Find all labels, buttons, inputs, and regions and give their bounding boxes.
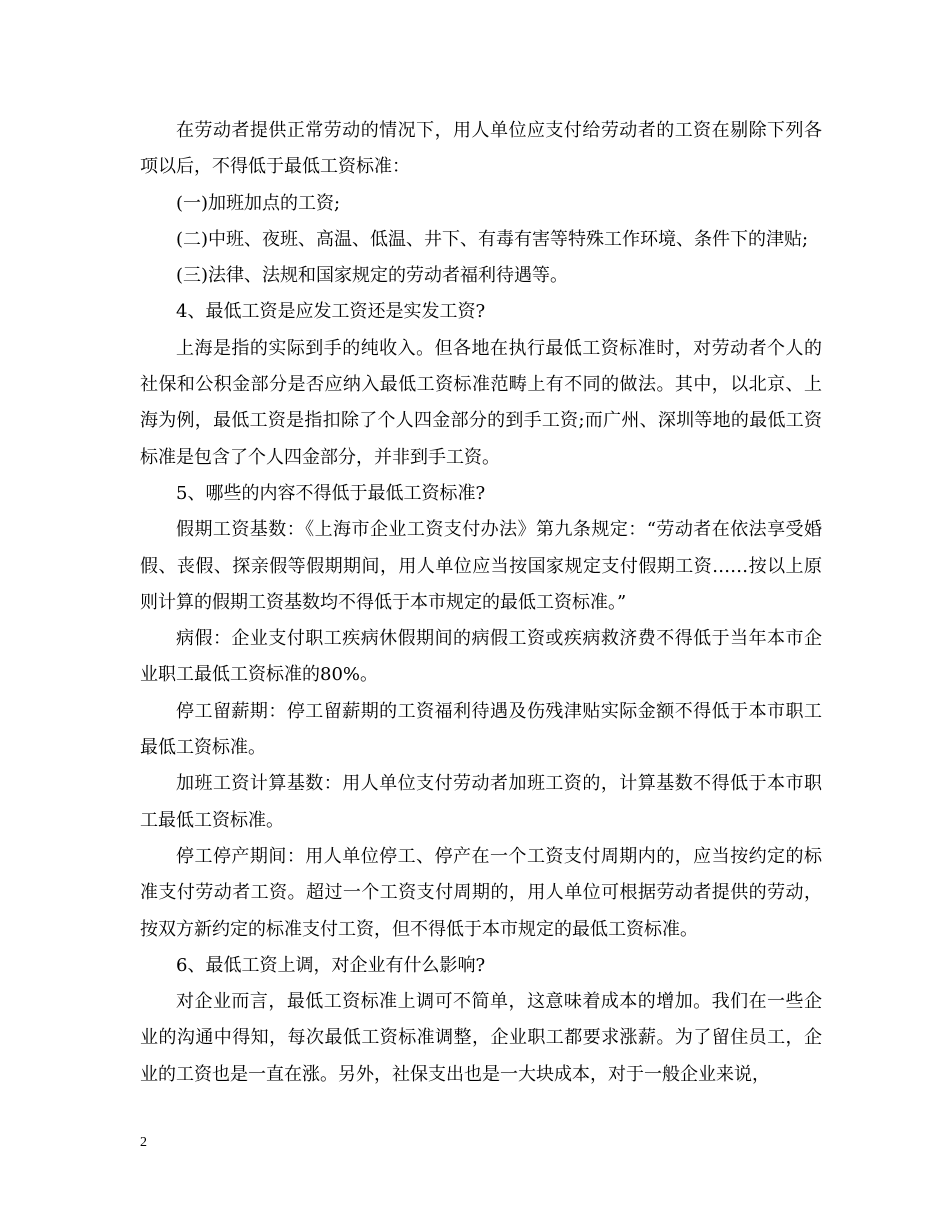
paragraph: 在劳动者提供正常劳动的情况下，用人单位应支付给劳动者的工资在剔除下列各项以后，不得低于最低工资标准： — [140, 120, 822, 178]
section-heading: 4、最低工资是应发工资还是实发工资? — [176, 301, 486, 323]
paragraph: 上海是指的实际到手的纯收入。但各地在执行最低工资标准时，对劳动者个人的社保和公积金部分是否应纳入最低工资标准范畴上有不同的做法。其中，以北京、上海为例，最低工资是指扣除了个人四金部分的到手工资;而广州、深圳等地的最低工资标准是包含了个人四金部分，并非到手工资。 — [140, 337, 822, 468]
section-heading: 5、哪些的内容不得低于最低工资标准? — [176, 482, 486, 504]
body-text — [140, 113, 822, 1093]
paragraph: 病假：企业支付职工疾病休假期间的病假工资或疾病救济费不得低于当年本市企业职工最低工资标准的80%。 — [140, 628, 822, 686]
paragraph: 停工停产期间：用人单位停工、停产在一个工资支付周期内的，应当按约定的标准支付劳动者工资。超过一个工资支付周期的，用人单位可根据劳动者提供的劳动，按双方新约定的标准支付工资，但不得低于本市规定的最低工资标准。 — [140, 845, 822, 940]
page-number: 2 — [140, 1135, 147, 1150]
list-item: (二)中班、夜班、高温、低温、井下、有毒有害等特殊工作环境、条件下的津贴; — [176, 228, 809, 250]
section-heading: 6、最低工资上调，对企业有什么影响? — [176, 954, 486, 976]
list-item: (一)加班加点的工资; — [176, 192, 341, 214]
paragraph: 加班工资计算基数：用人单位支付劳动者加班工资的，计算基数不得低于本市职工最低工资标准。 — [140, 773, 822, 831]
paragraph: 假期工资基数：《上海市企业工资支付办法》第九条规定：“劳动者在依法享受婚假、丧假、探亲假等假期期间，用人单位应当按国家规定支付假期工资……按以上原则计算的假期工资基数均不得低于本市规定的最低工资标准。” — [140, 519, 822, 613]
paragraph: 对企业而言，最低工资标准上调可不简单，这意味着成本的增加。我们在一些企业的沟通中得知，每次最低工资标准调整，企业职工都要求涨薪。为了留住员工，企业的工资也是一直在涨。另外，社保支出也是一大块成本，对于一般企业来说， — [140, 991, 822, 1085]
paragraph: 停工留薪期：停工留薪期的工资福利待遇及伤残津贴实际金额不得低于本市职工最低工资标准。 — [140, 700, 822, 759]
list-item: (三)法律、法规和国家规定的劳动者福利待遇等。 — [176, 265, 569, 287]
